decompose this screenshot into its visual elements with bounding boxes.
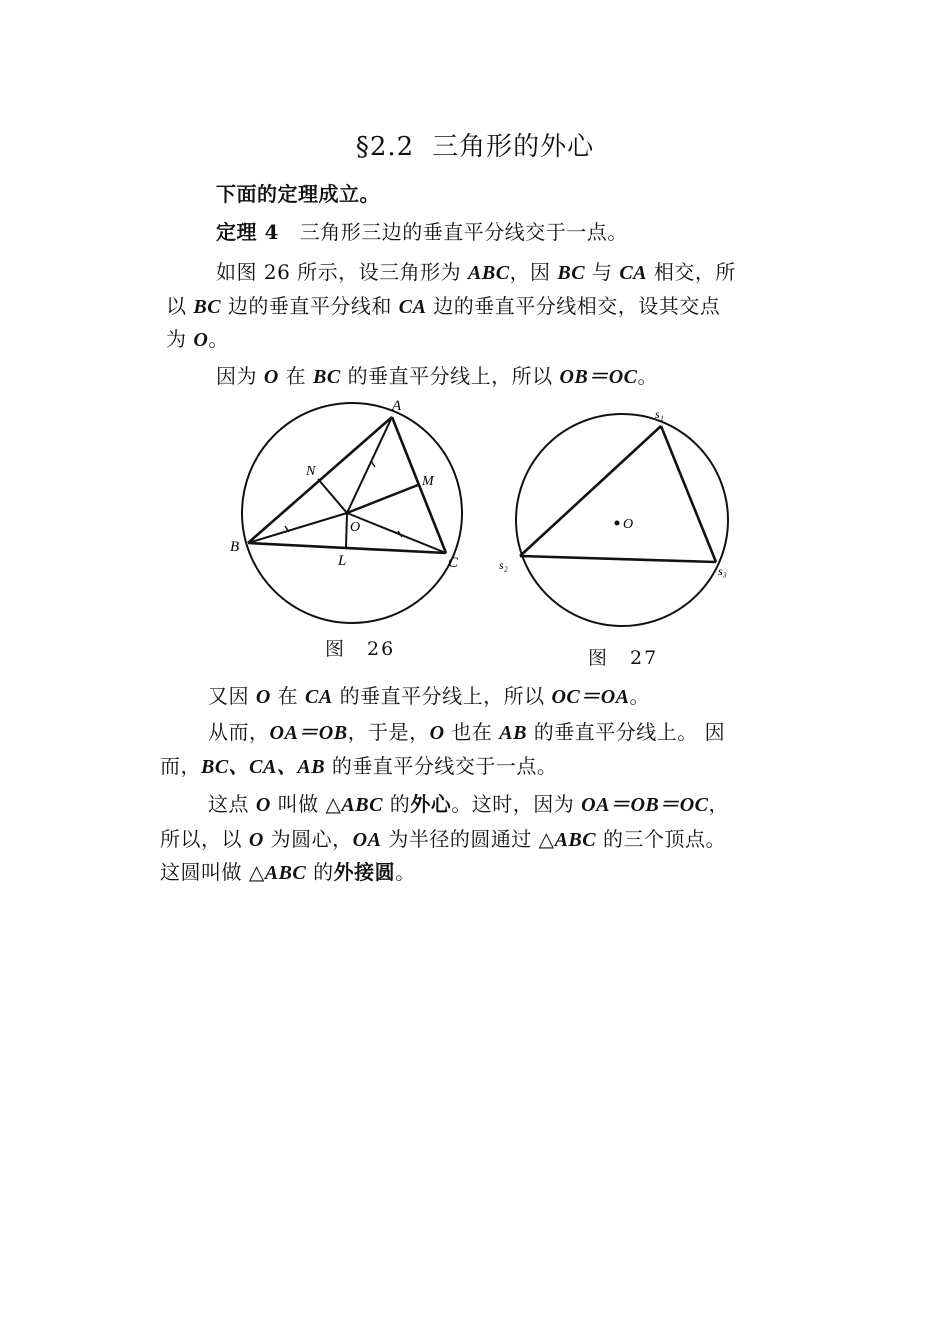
label-b: B xyxy=(230,539,240,555)
circumcircle-27 xyxy=(516,414,728,626)
term-circumcircle: 外接圆 xyxy=(333,860,396,884)
label-center-o: O xyxy=(623,517,634,532)
paragraph-2-line-3: 为 O。 xyxy=(166,327,229,351)
section-title: 三角形的外心 xyxy=(432,132,595,162)
term-circumcenter: 外心 xyxy=(410,792,452,816)
label-s3: s₃ xyxy=(718,564,727,578)
label-s2: s₂ xyxy=(499,558,508,572)
side-s1-s3 xyxy=(661,426,716,562)
paragraph-3: 因为 O 在 BC 的垂直平分线上，所以 OB＝OC。 xyxy=(216,364,659,388)
perp-bisector-bc xyxy=(346,513,347,547)
section-number: §2.2 xyxy=(355,132,415,162)
paragraph-2-line-2: 以 BC 边的垂直平分线和 CA 边的垂直平分线相交，设其交点 xyxy=(166,294,721,318)
label-m: M xyxy=(422,474,434,489)
label-a: A xyxy=(392,398,402,414)
paragraph-2-line-1: 如图 26 所示，设三角形为 ABC，因 BC 与 CA 相交，所 xyxy=(216,260,736,284)
theorem-text: 三角形三边的垂直平分线交于一点。 xyxy=(299,220,628,244)
side-ac xyxy=(392,417,446,553)
figure-27-caption: 图 27 xyxy=(588,647,659,669)
label-c: C xyxy=(448,555,459,571)
figure-27 xyxy=(495,400,750,640)
segment-ob xyxy=(248,513,347,543)
figure-26-caption: 图 26 xyxy=(325,638,396,660)
paragraph-intro: 下面的定理成立。 xyxy=(216,182,380,206)
theorem-4 xyxy=(216,216,628,245)
label-o: O xyxy=(350,520,361,535)
paragraph-6-line-3: 这圆叫做 △ABC 的外接圆。 xyxy=(160,860,416,884)
figure-26 xyxy=(226,395,486,625)
paragraph-4: 又因 O 在 CA 的垂直平分线上，所以 OC＝OA。 xyxy=(208,684,651,708)
paragraph-6-line-2: 所以，以 O 为圆心，OA 为半径的圆通过 △ABC 的三个顶点。 xyxy=(160,827,726,851)
paragraph-5-line-2: 而，BC、CA、AB 的垂直平分线交于一点。 xyxy=(160,754,558,778)
center-point xyxy=(615,521,620,526)
section-heading xyxy=(0,126,950,163)
paragraph-5-line-1: 从而，OA＝OB，于是，O 也在 AB 的垂直平分线上。 因 xyxy=(208,720,726,744)
label-l: L xyxy=(338,553,347,569)
label-n: N xyxy=(306,464,316,479)
paragraph-6-line-1: 这点 O 叫做 △ABC 的外心。这时，因为 OA＝OB＝OC， xyxy=(208,792,730,816)
perp-bisector-ab xyxy=(318,479,347,513)
label-s1: s₁ xyxy=(655,407,664,421)
side-s1-s2 xyxy=(520,426,661,556)
theorem-label: 定理 4 xyxy=(216,220,279,244)
side-s2-s3 xyxy=(520,556,716,562)
